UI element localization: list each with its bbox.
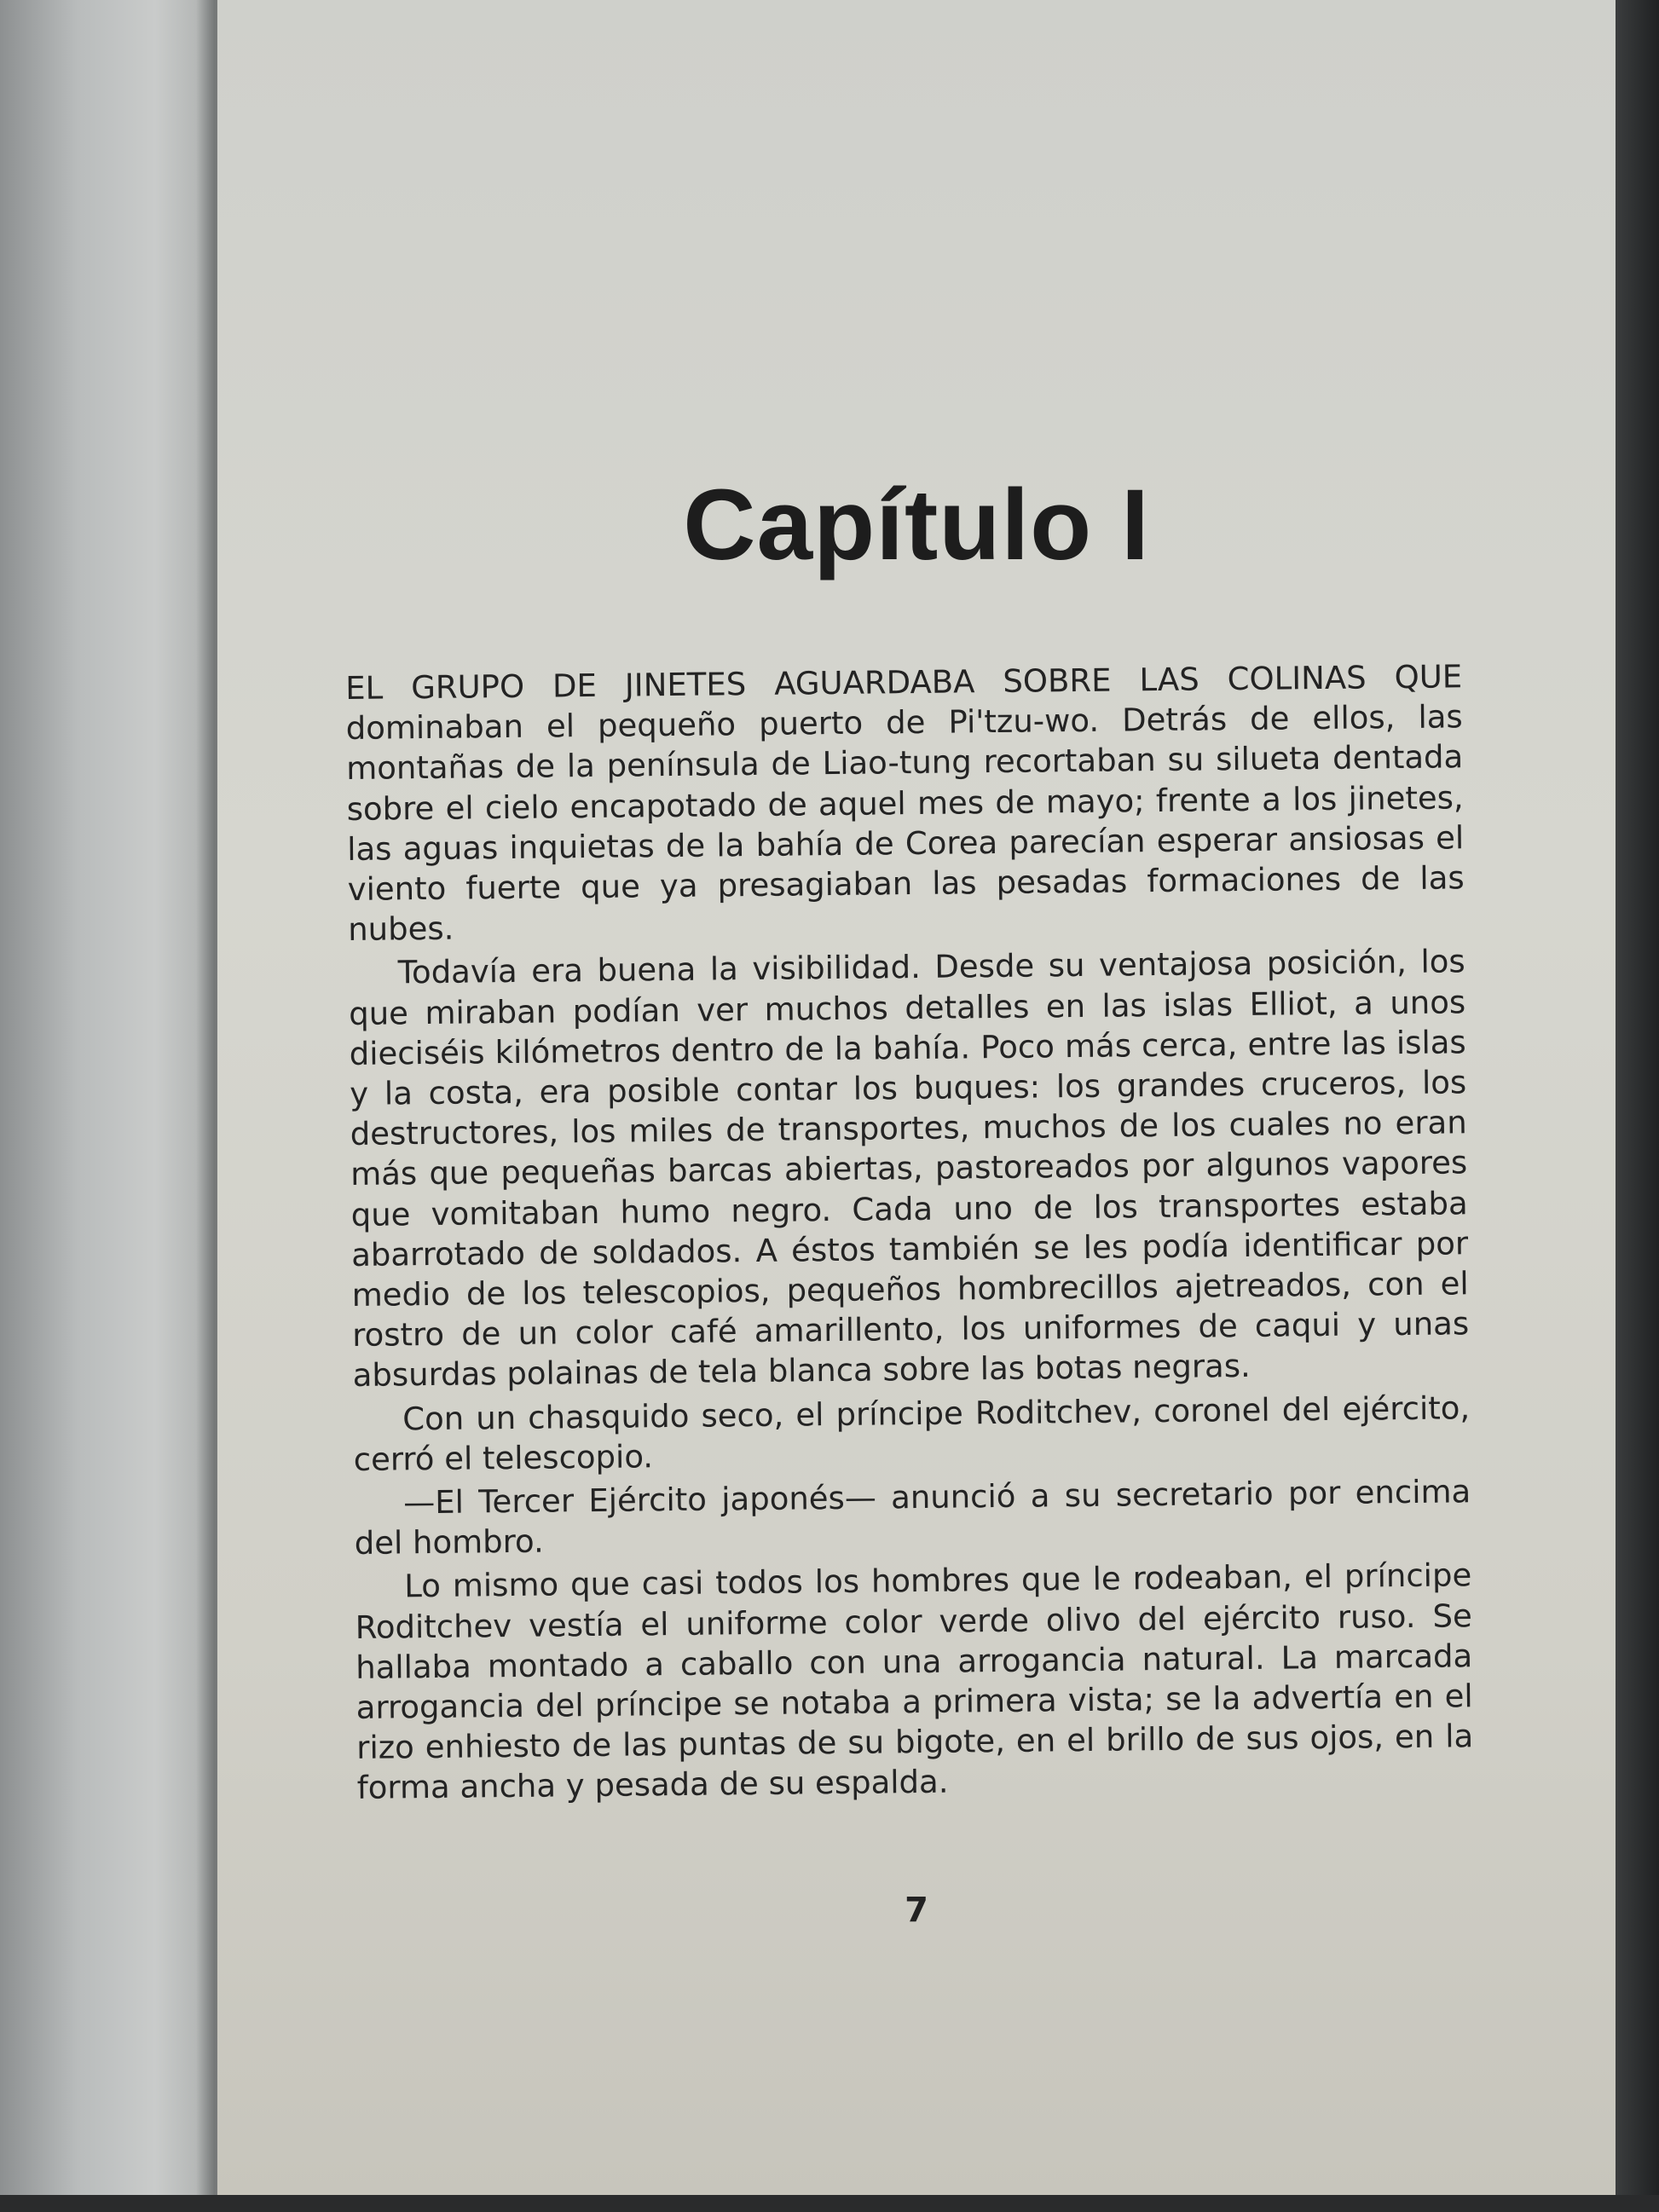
body-text	[345, 656, 1474, 1808]
paragraph-1: EL GRUPO DE JINETES AGUARDABA SOBRE LAS COLINAS QUE dominaban el pequeño puerto de Pi'tzu-wo. Detrás de ellos, las montañas de la península de Liao-tung recortaban su silueta dentada sobre el cielo encapotado de aquel mes de mayo; frente a los jinetes, las aguas inquietas de la bahía de Corea parecían esperar ansiosas el viento fuerte que ya presagiaban las pesadas formaciones de las nubes.	[345, 658, 1465, 949]
right-page-edge	[1616, 0, 1659, 2212]
facing-page	[0, 0, 222, 2212]
bottom-page-edge	[0, 2195, 1659, 2212]
page-number: 7	[905, 1891, 928, 1930]
book-page	[217, 0, 1616, 2195]
paragraph-2: Todavía era buena la visibilidad. Desde su ventajosa posición, los que miraban podían ver muchos detalles en las islas Elliot, a unos dieciséis kilómetros dentro de la bahía. Poco más cerca, entre las islas y la costa, era posible contar los buques: los grandes cruceros, los destructores, los miles de transportes, muchos de los cuales no eran más que pequeñas barcas abiertas, pastoreados por algunos vapores que vomitaban humo negro. Cada uno de los transportes estaba abarrotado de soldados. A éstos también se les podía identificar por medio de los telescopios, pequeños hombrecillos ajetreados, con el rostro de un color café amarillento, los uniformes de caqui y unas absurdas polainas de tela blanca sobre las botas negras.	[349, 943, 1470, 1395]
paragraph-5: Lo mismo que casi todos los hombres que le rodeaban, el príncipe Roditchev vestía el uniforme color verde olivo del ejército ruso. Se hallaba montado a caballo con una arrogancia natural. La marcada arrogancia del príncipe se notaba a primera vista; se la advertía en el rizo enhiesto de las puntas de su bigote, en el brillo de sus ojos, en la forma ancha y pesada de su espalda.	[355, 1556, 1474, 1807]
paragraph-4: —El Tercer Ejército japonés— anunció a su secretario por encima del hombro.	[354, 1473, 1471, 1562]
chapter-title: Capítulo I	[683, 469, 1150, 581]
paragraph-3: Con un chasquido seco, el príncipe Roditchev, coronel del ejército, cerró el telescopio.	[353, 1389, 1471, 1478]
